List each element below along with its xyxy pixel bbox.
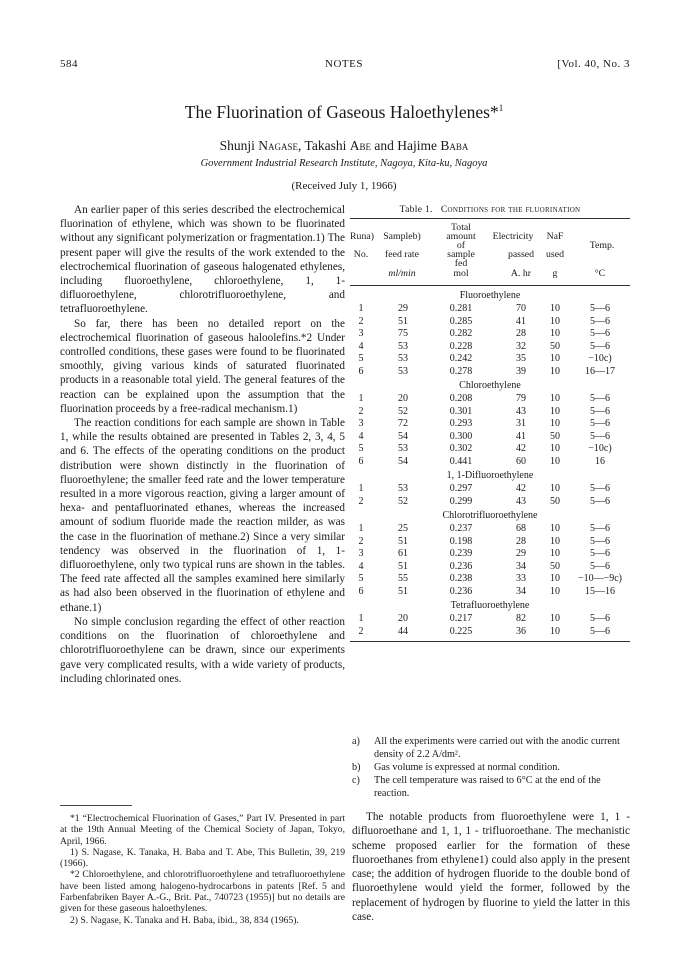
table-row <box>350 626 630 639</box>
table-cell: 0.281 <box>449 303 473 314</box>
footnote: *2 Chloroethylene, and chlorotrifluoroethylene and tetrafluoroethylene have been listed among halogeno-hydrocarbons in patents [Ref. 5 and Farbenfabriken Bayer A.-G., Brit. Pat., 740723 (1955)] but no details are given for these gaseous haloethylenes. <box>60 869 345 915</box>
table-row <box>350 366 630 379</box>
table-cell: 34 <box>516 585 526 597</box>
table-row <box>350 328 630 341</box>
table-header <box>350 219 630 285</box>
table-cell: 0.293 <box>449 418 473 429</box>
table-cell: 5 <box>358 443 364 454</box>
body-text-right <box>352 810 630 924</box>
footnote: 1) S. Nagase, K. Tanaka, H. Baba and T. Abe, This Bulletin, 39, 219 (1966). <box>60 846 345 870</box>
body-text-left <box>60 203 345 686</box>
table-cell: 16—17 <box>585 365 615 377</box>
table-cell: 3 <box>358 548 364 559</box>
table-cell: 39 <box>516 365 526 377</box>
table-cell: 34 <box>516 560 526 572</box>
table-cell: 0.217 <box>449 613 473 624</box>
table-row <box>350 418 630 431</box>
table-group-title: 1, 1-Difluoroethylene <box>446 470 534 481</box>
table-cell: 82 <box>516 613 526 624</box>
table-cell: 0.238 <box>449 573 473 584</box>
footnote: 2) S. Nagase, K. Tanaka and H. Baba, ibid., 38, 834 (1965). <box>70 914 299 926</box>
table-caption: Table 1. Conditions for the fluorination <box>399 204 581 215</box>
table-cell: 75 <box>398 328 408 339</box>
table-cell: 2 <box>358 495 364 507</box>
header-feed-rate: feed rate <box>385 249 419 260</box>
paragraph: No simple conclusion regarding the effect of other reaction conditions on the fluorination of chloroethylene and chlorotrifluoroethylene can be drawn, since our experiments gave very complicated results, with a wide variety of products, including chlorinated ones. <box>60 615 345 685</box>
table-cell: 1 <box>358 393 364 404</box>
header-feed-unit: ml/min <box>388 268 416 279</box>
table-cell: 10 <box>550 548 560 559</box>
table-group-title: Chlorotrifluoroethylene <box>442 510 538 521</box>
footnotes <box>60 813 345 926</box>
table-cell: 5 <box>358 353 364 364</box>
table-cell: 15—16 <box>585 585 615 597</box>
table-row <box>350 573 630 586</box>
table-cell: 53 <box>398 340 408 352</box>
table-body <box>350 286 630 638</box>
header-electricity-unit: A. hr <box>510 268 532 279</box>
table-row <box>350 586 630 599</box>
table-cell: 5—6 <box>590 328 610 339</box>
table-cell: 33 <box>516 573 526 584</box>
table-cell: 53 <box>398 365 408 377</box>
table-cell: 42 <box>516 483 526 494</box>
table-cell: 1 <box>358 483 364 494</box>
table-cell: 5—6 <box>590 495 610 507</box>
table-cell: 10 <box>550 405 560 417</box>
table-row <box>350 536 630 549</box>
table-cell: 5—6 <box>590 625 610 637</box>
table-cell: 6 <box>358 585 364 597</box>
affiliation: Government Industrial Research Institute, Nagoya, Kita-ku, Nagoya <box>200 158 488 169</box>
table-cell: 0.242 <box>449 353 473 364</box>
table-cell: 51 <box>398 535 408 547</box>
table-row <box>350 406 630 419</box>
table-cell: 10 <box>550 365 560 377</box>
table-cell: 5—6 <box>590 405 610 417</box>
table-group-title: Fluoroethylene <box>459 290 521 301</box>
table-cell: 41 <box>516 315 526 327</box>
table-cell: 10 <box>550 328 560 339</box>
header-total: sample <box>447 249 475 260</box>
footnote: *1 “Electrochemical Fluorination of Gases,” Part IV. Presented in part at the 19th Annual Meeting of the Chemical Society of Japan, Tokyo, April, 1966. <box>60 813 345 847</box>
table-cell: 10 <box>550 535 560 547</box>
table-cell: 0.239 <box>449 548 473 559</box>
table-cell: 70 <box>516 303 526 314</box>
table-cell: 53 <box>398 483 408 494</box>
table-cell: 10 <box>550 353 560 364</box>
table-cell: 5—6 <box>590 523 610 534</box>
table-row <box>350 496 630 509</box>
table-cell: 29 <box>516 548 526 559</box>
header-total: amount <box>446 231 476 242</box>
table-cell: 52 <box>398 495 408 507</box>
table-cell: 1 <box>358 523 364 534</box>
paragraph: The notable products from fluoroethylene were 1, 1 - difluoroethane and 1, 1, 1 - trifluoroethane. The mechanistic scheme proposed earlier for the formation of these fluoroethanes from ethylene1) could also apply in the present case; the addition of hydrogen fluoride to the double bond of fluoroethylene would yield the former, followed by the replacement of hydrogen by fluorine to yield the latter in this case. <box>352 811 630 924</box>
table-cell: 44 <box>398 625 408 637</box>
table-cell: 2 <box>358 535 364 547</box>
table-cell: 5—6 <box>590 393 610 404</box>
table-cell: 0.237 <box>449 523 473 534</box>
table-cell: 0.282 <box>449 328 473 339</box>
header-electricity: Electricity <box>492 231 534 242</box>
table-cell: 10 <box>550 523 560 534</box>
table-cell: 5—6 <box>590 560 610 572</box>
author-list: Shunji Nagase, Takashi Abe and Hajime Baba <box>219 138 469 153</box>
table-cell: 4 <box>358 340 364 352</box>
table-cell: 28 <box>516 328 526 339</box>
table-cell: 0.441 <box>449 455 473 467</box>
table-cell: 0.228 <box>449 340 473 352</box>
table-cell: 5—6 <box>590 430 610 442</box>
table-cell: 3 <box>358 328 364 339</box>
header-naf: used <box>546 249 564 260</box>
table-cell: 10 <box>550 625 560 637</box>
table-cell: 50 <box>550 560 560 572</box>
table-cell: 54 <box>398 455 408 467</box>
table-note: a) All the experiments were carried out with the anodic current density of 2.2 A/dm². <box>352 736 620 760</box>
table-cell: 5—6 <box>590 418 610 429</box>
table-cell: 10 <box>550 315 560 327</box>
table-cell: 5—6 <box>590 548 610 559</box>
table-cell: 5—6 <box>590 303 610 314</box>
table-row <box>350 561 630 574</box>
table-row <box>350 483 630 496</box>
table-cell: 0.278 <box>449 365 473 377</box>
table-cell: 51 <box>398 560 408 572</box>
table-cell: 1 <box>358 613 364 624</box>
table-cell: 0.285 <box>449 315 473 327</box>
table-cell: 32 <box>516 340 526 352</box>
header-electricity: passed <box>507 249 535 260</box>
table-cell: 10 <box>550 418 560 429</box>
table-cell: 35 <box>516 353 526 364</box>
table-cell: 25 <box>398 523 408 534</box>
table-cell: 6 <box>358 455 364 467</box>
conditions-table <box>350 218 630 642</box>
table-cell: 2 <box>358 315 364 327</box>
table-cell: 10 <box>550 585 560 597</box>
table-cell: 10 <box>550 393 560 404</box>
table-cell: 51 <box>398 585 408 597</box>
table-row <box>350 443 630 456</box>
table-cell: 50 <box>550 340 560 352</box>
table-cell: 0.208 <box>449 393 473 404</box>
table-note: c) The cell temperature was raised to 6°C at the end of the reaction. <box>352 775 601 799</box>
table-cell: 0.302 <box>449 443 473 454</box>
table-cell: 1 <box>358 303 364 314</box>
footnote-rule <box>60 805 132 806</box>
table-group-title: Chloroethylene <box>459 380 521 391</box>
header-sample: Sampleb) <box>383 231 421 242</box>
table-cell: 0.198 <box>449 535 473 547</box>
table-group-title: Tetrafluoroethylene <box>450 600 530 611</box>
table-notes <box>350 735 630 800</box>
table-cell: 52 <box>398 405 408 417</box>
header-naf-unit: g <box>552 268 558 279</box>
table-cell: 50 <box>550 495 560 507</box>
table-cell: 28 <box>516 535 526 547</box>
table-row <box>350 303 630 316</box>
table-cell: 4 <box>358 430 364 442</box>
table-cell: 0.236 <box>449 585 473 597</box>
table-cell: 10 <box>550 455 560 467</box>
header-total-unit: mol <box>453 268 469 279</box>
table-cell: 10 <box>550 443 560 454</box>
header-total: Total <box>451 222 471 233</box>
table-cell: 72 <box>398 418 408 429</box>
table-row <box>350 456 630 469</box>
table-cell: 10 <box>550 483 560 494</box>
header-total: of <box>456 240 466 251</box>
table-cell: 10 <box>550 613 560 624</box>
table-cell: 68 <box>516 523 526 534</box>
table-cell: 2 <box>358 625 364 637</box>
received-date: (Received July 1, 1966) <box>291 180 397 192</box>
table-cell: 53 <box>398 353 408 364</box>
table-row <box>350 613 630 626</box>
table-row <box>350 316 630 329</box>
table-cell: 42 <box>516 443 526 454</box>
table-cell: 31 <box>516 418 526 429</box>
table-note: b) Gas volume is expressed at normal condition. <box>352 762 560 773</box>
paragraph: So far, there has been no detailed report on the electrochemical fluorination of gaseous haloolefins.*2 Under controlled conditions, these gases were found to be fluorinated smoothly, giving various kinds of saturated fluorinated products in a reasonable total yield. The general features of the reaction can be explained upon the assumption that the fluorination proceeds by a free-radical mechanism.1) <box>60 317 345 415</box>
table-cell: 10 <box>550 573 560 584</box>
table-bottom-rule <box>350 641 630 642</box>
article-title: The Fluorination of Gaseous Haloethylenes*$^1$ <box>184 102 504 122</box>
running-head: NOTES <box>325 58 363 70</box>
table-cell: −10c) <box>588 443 612 454</box>
header-naf: NaF <box>546 231 564 242</box>
table-cell: 0.299 <box>449 495 473 507</box>
paragraph: The reaction conditions for each sample are shown in Table 1, while the results obtained are presented in Tables 2, 3, 4, 5 and 6. The effects of the operating conditions on the product distribution were shown distinctly in the fluorination of fluoroethylene; the smaller feed rate and the lower temperature resulted in a more vigorous reaction, giving a larger amount of hexa- and pentafluorinated ethanes, whereas the increased amount of sodium fluoride made the reaction milder, as was the case in the fluorination of methane.2) Since a very similar tendency was observed in the fluorination of 1, 1-difluoroethylene, only two typical runs are shown in the tables. The feed rate affected all the samples examined here similarly as had also been observed in the fluorination of ethylene and ethane.1) <box>60 417 345 614</box>
table-cell: 0.301 <box>449 405 473 417</box>
table-cell: 43 <box>516 495 526 507</box>
paragraph: An earlier paper of this series described the electrochemical fluorination of ethylene, which was shown to be fluorinated without any significant polymerization or fragmentation.1) The present paper will give the results of the work extended to the electrochemical fluorination of gaseous halogenated ethylenes, including fluoroethylene, chloroethylene, 1, 1-difluoroethylene, chlorotrifluoroethylene, and tetrafluoroethylene. <box>60 204 345 316</box>
header-run: Runa) <box>350 231 374 242</box>
header-run-no: No. <box>353 249 369 260</box>
table-row <box>350 431 630 444</box>
table-cell: 5—6 <box>590 535 610 547</box>
table-cell: −10c) <box>588 353 612 364</box>
header-temp: Temp. <box>589 240 615 251</box>
page-number: 584 <box>60 58 78 70</box>
table-cell: 6 <box>358 365 364 377</box>
table-cell: 4 <box>358 560 364 572</box>
table-cell: 5—6 <box>590 613 610 624</box>
table-cell: 50 <box>550 430 560 442</box>
table-cell: 36 <box>516 625 526 637</box>
header-temp-unit: °C <box>594 268 606 279</box>
table-cell: 61 <box>398 548 408 559</box>
table-cell: 54 <box>398 430 408 442</box>
table-cell: 5—6 <box>590 315 610 327</box>
table-row <box>350 341 630 354</box>
table-row <box>350 353 630 366</box>
table-cell: 0.297 <box>449 483 473 494</box>
title-footnote-mark: 1 <box>498 103 504 114</box>
table-cell: 41 <box>516 430 526 442</box>
table-cell: 16 <box>595 455 605 467</box>
table-cell: 60 <box>516 455 526 467</box>
table-cell: 51 <box>398 315 408 327</box>
table-cell: −10—−9c) <box>577 573 623 584</box>
table-cell: 5—6 <box>590 340 610 352</box>
table-cell: 43 <box>516 405 526 417</box>
table-row <box>350 393 630 406</box>
table-cell: 3 <box>358 418 364 429</box>
table-cell: 0.300 <box>449 430 473 442</box>
table-cell: 10 <box>550 303 560 314</box>
table-cell: 20 <box>398 613 408 624</box>
table-cell: 55 <box>398 573 408 584</box>
table-cell: 0.236 <box>449 560 473 572</box>
table-cell: 53 <box>398 443 408 454</box>
table-cell: 2 <box>358 405 364 417</box>
table-cell: 5 <box>358 573 364 584</box>
table-row <box>350 548 630 561</box>
table-cell: 5—6 <box>590 483 610 494</box>
table-cell: 79 <box>516 393 526 404</box>
table-cell: 20 <box>398 393 408 404</box>
table-cell: 0.225 <box>449 625 473 637</box>
volume-info: [Vol. 40, No. 3 <box>557 58 630 70</box>
table-cell: 29 <box>398 303 408 314</box>
header-total: fed <box>454 258 468 269</box>
table-row <box>350 523 630 536</box>
